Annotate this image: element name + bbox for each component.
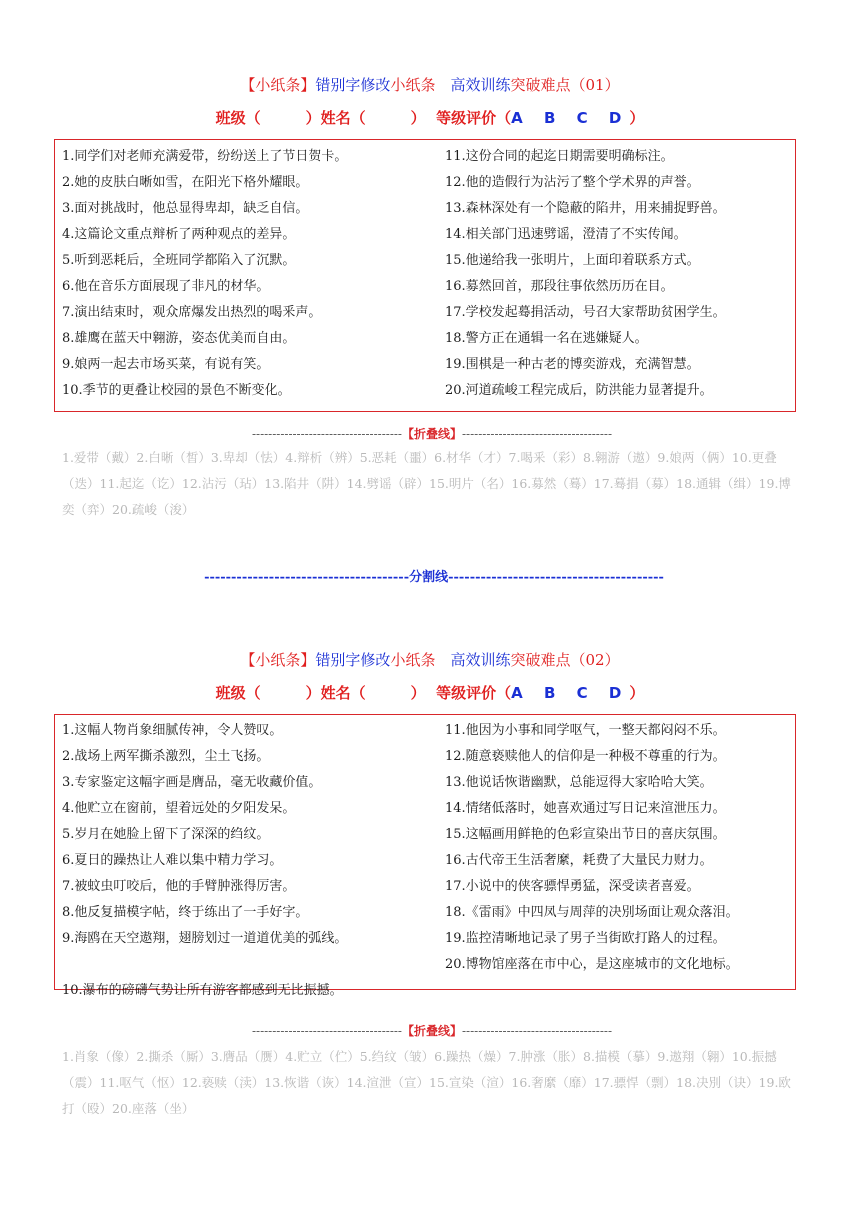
sheet1-question-7: 7.演出结束时，观众席爆发出热烈的喝釆声。 [62, 305, 322, 320]
sheet2-title-part2: 小纸条 [390, 651, 436, 669]
sheet2-question-7: 7.被蚊虫叮咬后，他的手臂肿涨得厉害。 [62, 879, 296, 894]
sheet1-name-field[interactable]: （ ） [350, 109, 426, 127]
sheet2-title [0, 649, 860, 670]
sheet1-question-4: 4.这篇论文重点辩析了两种观点的差异。 [62, 227, 296, 242]
sheet1-title-part2: 小纸条 [390, 76, 436, 94]
sheet1-title-part1: 错别字修改 [315, 76, 391, 94]
sheet1-question-3: 3.面对挑战时，他总显得卑却，缺乏自信。 [62, 201, 309, 216]
sheet2-question-11: 11.他因为小事和同学呕气，一整天都闷闷不乐。 [445, 723, 726, 738]
sheet1-question-1: 1.同学们对老师充满爱带，纷纷送上了节日贺卡。 [62, 149, 348, 164]
sheet2-fold-line [112, 1022, 752, 1039]
sheet2-question-9: 9.海鸥在天空遨翔，翅膀划过一道道优美的弧线。 [62, 931, 348, 946]
sheet1-class-label: 班级 [215, 109, 246, 127]
divider-dashes-right: ---------------------------------------- [448, 570, 664, 585]
sheet2-name-field[interactable]: （ ） [350, 684, 426, 702]
sheet2-class-label: 班级 [215, 684, 246, 702]
sheet2-question-13: 13.他说话恢谐幽默，总能逗得大家哈哈大笑。 [445, 775, 713, 790]
sheet1-class-field[interactable]: （ ） [245, 109, 321, 127]
sheet2-question-14: 14.情绪低落时，她喜欢通过写日记来渲泄压力。 [445, 801, 726, 816]
sheet2-question-8: 8.他反复描模字帖，终于练出了一手好字。 [62, 905, 309, 920]
sheet2-question-2: 2.战场上两军撕杀激烈，尘土飞扬。 [62, 749, 270, 764]
sheet2-question-20: 20.博物馆座落在市中心，是这座城市的文化地标。 [445, 957, 739, 972]
sheet2-question-12: 12.随意亵赎他人的信仰是一种极不尊重的行为。 [445, 749, 726, 764]
sheet1-question-15: 15.他递给我一张明片，上面印着联系方式。 [445, 253, 700, 268]
sheet2-fold-dashes-right: ------------------------------------- [462, 1024, 613, 1038]
sheet1-title-num: （01） [570, 76, 620, 94]
sheet1-question-20: 20.河道疏峻工程完成后，防洪能力显著提升。 [445, 383, 713, 398]
sheet1-question-2: 2.她的皮肤白晰如雪，在阳光下格外耀眼。 [62, 175, 309, 190]
sheet2-title-part4: 突破难点 [510, 651, 571, 669]
sheet2-answer-key: 1.肖象（像）2.撕杀（厮）3.膺品（赝）4.贮立（伫）5.绉纹（皱）6.躁热（燥）7.肿涨（胀）8.描模（摹）9.遨翔（翱）10.振撼（震）11.呕气（怄）12.亵赎（渎）13.恢谐（诙）14.渲泄（宣）15.宣染（渲）16.奢縻（靡）17.骠悍（剽）18.决別（诀）19.欧打（殴）20.座落（坐） [62, 1049, 791, 1116]
sheet2-grade-letters[interactable]: A B C D [511, 684, 630, 702]
sheet2-question-1: 1.这幅人物肖象细腻传神，令人赞叹。 [62, 723, 283, 738]
sheet1-fold-label: 【折叠线】 [401, 427, 462, 441]
sheet2-name-label: 姓名 [320, 684, 351, 702]
section-divider [104, 566, 764, 585]
sheet2-question-6: 6.夏日的躁热让人难以集中精力学习。 [62, 853, 283, 868]
sheet2-question-5: 5.岁月在她脸上留下了深深的绉纹。 [62, 827, 270, 842]
divider-dashes-left: -------------------------------------- [204, 570, 410, 585]
sheet1-question-8: 8.雄鹰在蓝天中翱游，姿态优美而自由。 [62, 331, 296, 346]
sheet1-title-tag: 【小纸条】 [240, 76, 316, 94]
sheet1-title-part4: 突破难点 [510, 76, 571, 94]
sheet2-question-17: 17.小说中的侠客骠悍勇猛，深受读者喜爱。 [445, 879, 700, 894]
sheet2-class-field[interactable]: （ ） [245, 684, 321, 702]
sheet2-question-19: 19.监控清晰地记录了男子当街欧打路人的过程。 [445, 931, 726, 946]
sheet2-title-part3: 高效训练 [450, 651, 511, 669]
sheet2-question-15: 15.这幅画用鲜艳的色彩宣染出节日的喜庆氛围。 [445, 827, 726, 842]
sheet2-question-10: 10.瀑布的磅礴气势让所有游客都感到无比振撼。 [62, 983, 343, 998]
sheet1-question-19: 19.围棋是一种古老的博奕游戏，充满智慧。 [445, 357, 700, 372]
divider-label: 分割线 [409, 570, 449, 585]
sheet2-question-4: 4.他贮立在窗前，望着远处的夕阳发呆。 [62, 801, 296, 816]
sheet1-question-5: 5.听到恶耗后，全班同学都陷入了沉默。 [62, 253, 296, 268]
sheet1-grade-letters[interactable]: A B C D [511, 109, 630, 127]
sheet2-title-tag: 【小纸条】 [240, 651, 316, 669]
sheet1-question-17: 17.学校发起蓦捐活动，号召大家帮助贫困学生。 [445, 305, 726, 320]
sheet1-question-18: 18.警方正在通辑一名在逃嫌疑人。 [445, 331, 648, 346]
sheet1-question-11: 11.这份合同的起迄日期需要明确标注。 [445, 149, 674, 164]
sheet1-fold-line [112, 425, 752, 442]
sheet2-question-3: 3.专家鉴定这幅字画是膺品，毫无收藏价值。 [62, 775, 322, 790]
sheet1-title [0, 74, 860, 95]
sheet2-info-line [0, 682, 860, 703]
sheet2-grade-label: 等级评价 [436, 684, 497, 702]
sheet2-question-18: 18.《雷雨》中四凤与周萍的决別场面让观众落泪。 [445, 905, 739, 920]
sheet1-question-6: 6.他在音乐方面展现了非凡的材华。 [62, 279, 270, 294]
sheet1-grade-label: 等级评价 [436, 109, 497, 127]
sheet1-name-label: 姓名 [320, 109, 351, 127]
sheet1-grade-close: ） [629, 109, 645, 127]
sheet1-answer-key: 1.爱带（戴）2.白晰（皙）3.卑却（怯）4.辩析（辨）5.恶耗（噩）6.材华（才）7.喝釆（彩）8.翱游（遨）9.娘两（俩）10.更叠（迭）11.起迄（讫）12.沾污（玷）13.陷井（阱）14.劈谣（辟）15.明片（名）16.募然（蓦）17.蓦捐（募）18.通辑（缉）19.博奕（弈）20.疏峻（浚） [62, 450, 791, 517]
sheet1-question-16: 16.募然回首，那段往事依然历历在目。 [445, 279, 674, 294]
sheet1-info-line [0, 107, 860, 128]
sheet1-question-10: 10.季节的更叠让校园的景色不断变化。 [62, 383, 291, 398]
sheet1-fold-dashes-right: ------------------------------------- [462, 427, 613, 441]
sheet2-title-gap [435, 651, 450, 669]
sheet1-fold-dashes-left: ------------------------------------- [251, 427, 402, 441]
sheet2-fold-label: 【折叠线】 [401, 1024, 462, 1038]
sheet2-grade-close: ） [629, 684, 645, 702]
sheet1-grade-open: （ [496, 109, 512, 127]
sheet2-title-part1: 错别字修改 [315, 651, 391, 669]
sheet2-question-16: 16.古代帝王生活奢縻，耗费了大量民力财力。 [445, 853, 713, 868]
sheet1-question-14: 14.相关部门迅速劈谣，澄清了不实传闻。 [445, 227, 687, 242]
sheet1-title-gap [435, 76, 450, 94]
sheet1-question-12: 12.他的造假行为沾污了整个学术界的声誉。 [445, 175, 700, 190]
sheet2-grade-open: （ [496, 684, 512, 702]
sheet1-question-9: 9.娘两一起去市场买菜，有说有笑。 [62, 357, 270, 372]
sheet1-title-part3: 高效训练 [450, 76, 511, 94]
sheet2-fold-dashes-left: ------------------------------------- [251, 1024, 402, 1038]
sheet2-title-num: （02） [570, 651, 620, 669]
sheet1-question-13: 13.森林深处有一个隐蔽的陷井，用来捕捉野兽。 [445, 201, 726, 216]
